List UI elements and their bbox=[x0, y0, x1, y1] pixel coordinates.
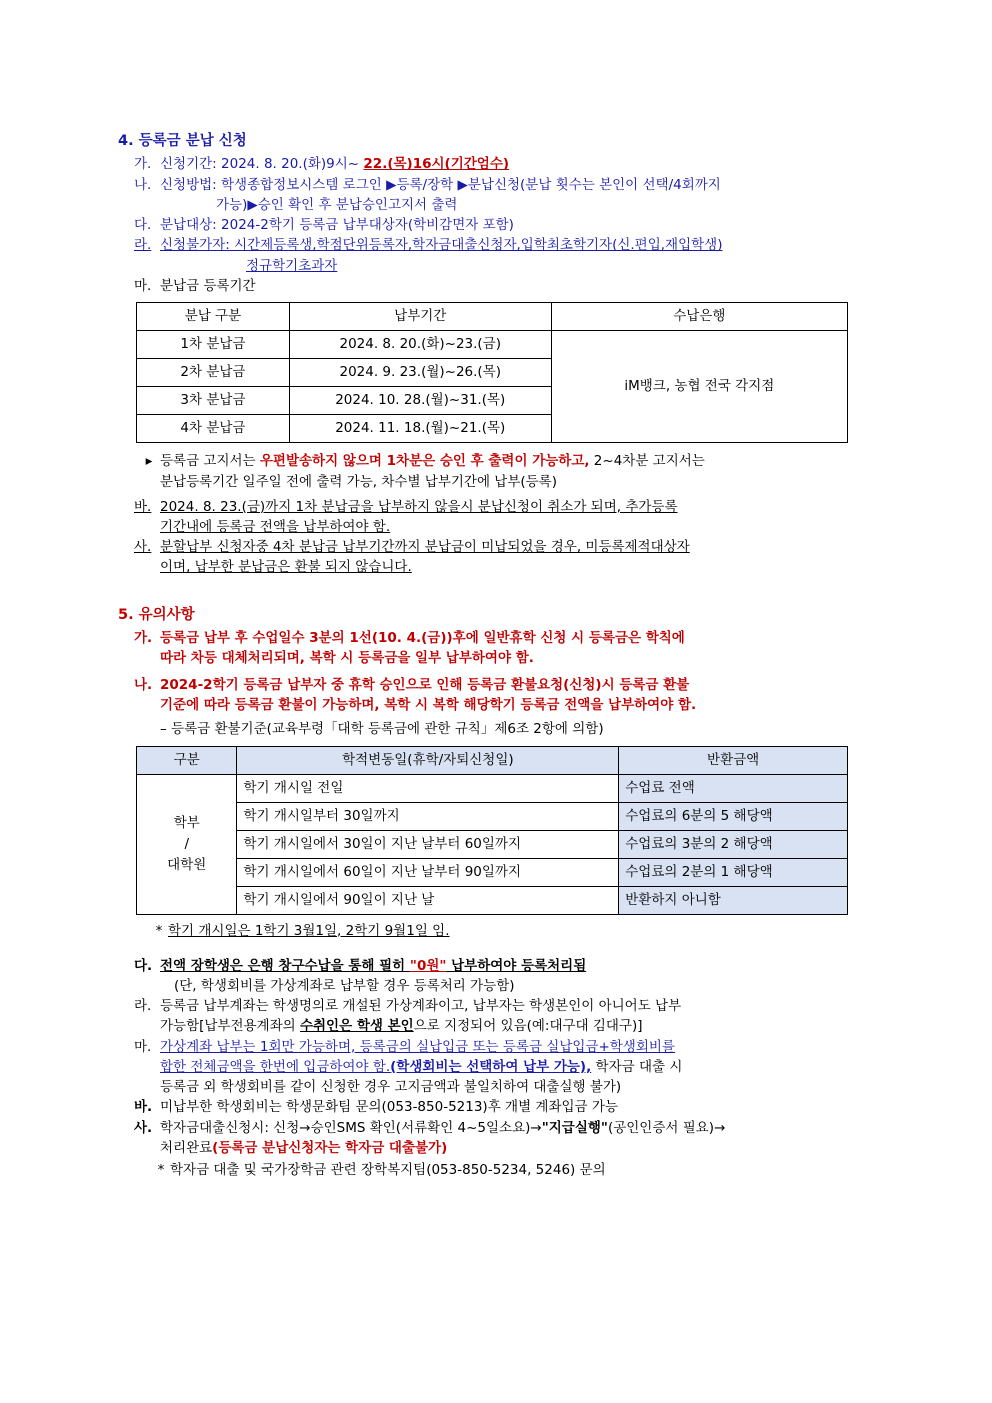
cell-change-date: 학기 개시일부터 30일까지 bbox=[237, 802, 619, 830]
cell-period: 2024. 9. 23.(월)~26.(목) bbox=[289, 359, 551, 387]
item-line2: 기간내에 등록금 전액을 납부하여야 함. bbox=[160, 518, 391, 535]
cell-category-line1: 학부 bbox=[173, 814, 200, 831]
star-icon: * bbox=[157, 1162, 165, 1179]
item-line2: (단, 학생회비를 가상계좌로 납부할 경우 등록처리 가능함) bbox=[174, 977, 515, 994]
installment-period-table bbox=[136, 302, 848, 443]
col-header-division: 구분 bbox=[137, 747, 237, 775]
col-header-change-date: 학적변동일(휴학/자퇴신청일) bbox=[237, 747, 619, 775]
col-header-period: 납부기간 bbox=[289, 303, 551, 331]
cell-refund-amount: 수업료의 3분의 2 해당액 bbox=[619, 830, 848, 858]
table-footnote: 학기 개시일은 1학기 3월1일, 2학기 9월1일 임. bbox=[168, 922, 450, 939]
item-5-sa bbox=[134, 1118, 882, 1159]
item-4-ga bbox=[134, 154, 882, 174]
item-marker: 라. bbox=[134, 998, 152, 1015]
cell-change-date: 학기 개시일에서 30일이 지난 날부터 60일까지 bbox=[237, 830, 619, 858]
item-line2: 따라 차등 대체처리되며, 복학 시 등록금을 일부 납부하여야 함. bbox=[160, 650, 534, 667]
item-5-ma bbox=[134, 1037, 882, 1098]
section-5-items bbox=[134, 628, 882, 740]
cell-division: 3차 분납금 bbox=[137, 386, 290, 414]
section-5-items-2 bbox=[134, 956, 882, 1181]
item-line2: 이며, 납부한 분납금은 환불 되지 않습니다. bbox=[160, 559, 412, 576]
item-line2 bbox=[160, 1057, 882, 1077]
note-part3: 2~4차분 고지서는 bbox=[589, 452, 705, 469]
note-emph: 우편발송하지 않으며 1차분은 승인 후 출력이 가능하고, bbox=[259, 452, 590, 469]
star-icon: * bbox=[155, 922, 163, 939]
refund-standard-note: – 등록금 환불기준(교육부령「대학 등록금에 관한 규칙」제6조 2항에 의함) bbox=[160, 721, 604, 738]
item-marker: 다. bbox=[134, 217, 152, 234]
table-header-row bbox=[137, 303, 848, 331]
table-row bbox=[137, 886, 848, 914]
section-5-footnote-block bbox=[152, 1160, 882, 1181]
item-marker: 라. bbox=[134, 237, 152, 254]
item-line1-a: 전액 장학생은 은행 창구수납을 통해 필히 bbox=[160, 957, 410, 974]
cell-change-date: 학기 개시일에서 60일이 지난 날부터 90일까지 bbox=[237, 858, 619, 886]
cell-change-date: 학기 개시일 전일 bbox=[237, 774, 619, 802]
cell-category bbox=[137, 774, 237, 914]
item-line2-emph: 수취인은 학생 본인 bbox=[299, 1018, 414, 1035]
item-text: 시간제등록생,학점단위등록자,학자금대출신청자,입학최초학기자(신.편입,재입학생) bbox=[234, 237, 723, 254]
cell-category-line3: 대학원 bbox=[167, 856, 207, 873]
table-row bbox=[137, 802, 848, 830]
item-line1-c: 납부하여야 등록처리됨 bbox=[446, 957, 587, 974]
item-5-ra bbox=[134, 996, 882, 1037]
arrow-bullet-icon: ▸ bbox=[145, 452, 153, 469]
item-line2-emph: (등록금 분납신청자는 학자금 대출불가) bbox=[212, 1139, 448, 1156]
cell-refund-amount: 수업료의 6분의 5 해당액 bbox=[619, 802, 848, 830]
item-marker: 가. bbox=[134, 630, 153, 647]
item-line1: 미납부한 학생회비는 학생문화팀 문의(053-850-5213)후 개별 계좌입금 가능 bbox=[160, 1099, 618, 1116]
table-row bbox=[137, 331, 848, 359]
table-footnote-block bbox=[150, 921, 882, 942]
section-5-title: 5. 유의사항 bbox=[118, 606, 195, 623]
section-4-title: 4. 등록금 분납 신청 bbox=[118, 133, 247, 149]
item-text: 학생종합정보시스템 로그인 ▶등록/장학 ▶분납신청(분납 횟수는 본인이 선택/4회까지 bbox=[221, 176, 721, 193]
item-line1: 2024. 8. 23.(금)까지 1차 분납금을 납부하지 않을시 분납신청이 취소가 되며, 추가등록 bbox=[160, 498, 678, 515]
table-row bbox=[137, 774, 848, 802]
cell-period: 2024. 10. 28.(월)~31.(목) bbox=[289, 386, 551, 414]
item-marker: 나. bbox=[134, 176, 152, 193]
cell-period: 2024. 8. 20.(화)~23.(금) bbox=[289, 331, 551, 359]
item-line2 bbox=[160, 1016, 882, 1036]
item-5-na bbox=[134, 675, 882, 716]
refund-standard-table bbox=[136, 746, 848, 915]
item-line3: 등록금 외 학생회비를 같이 신청한 경우 고지금액과 불일치하여 대출실행 불가) bbox=[160, 1079, 622, 1096]
item-line2-a: 합한 전체금액을 한번에 입금하여야 함. bbox=[160, 1058, 391, 1075]
item-line1: 2024-2학기 등록금 납부자 중 휴학 승인으로 인해 등록금 환불요청(신청)시 등록금 환불 bbox=[160, 676, 690, 693]
section-4-items bbox=[134, 154, 882, 296]
table-row bbox=[137, 830, 848, 858]
item-marker: 마. bbox=[134, 277, 152, 294]
item-line2-c: 으로 지정되어 있음(예:대구대 김대구)] bbox=[413, 1018, 643, 1035]
table-row bbox=[137, 858, 848, 886]
section-4-trailing-items bbox=[134, 497, 882, 578]
cell-bank: iM뱅크, 농협 전국 각지점 bbox=[551, 331, 847, 443]
cell-refund-amount: 반환하지 아니함 bbox=[619, 886, 848, 914]
item-5-ga bbox=[134, 628, 882, 669]
item-line1: 등록금 납부계좌는 학생명의로 개설된 가상계좌이고, 납부자는 학생본인이 아니어도 납부 bbox=[160, 998, 682, 1015]
item-line1-a: 학자금대출신청시: 신청→승인SMS 확인(서류확인 4~5일소요)→ bbox=[160, 1119, 542, 1136]
item-label: 신청불가자: bbox=[160, 237, 230, 254]
note-part1: 등록금 고지서는 bbox=[160, 452, 260, 469]
section-5-footnote: 학자금 대출 및 국가장학금 관련 장학복지팀(053-850-5234, 5246) 문의 bbox=[170, 1162, 606, 1179]
col-header-refund-amount: 반환금액 bbox=[619, 747, 848, 775]
item-line1: 등록금 납부 후 수업일수 3분의 1선(10. 4.(금))후에 일반휴학 신청 시 등록금은 학칙에 bbox=[160, 630, 685, 647]
cell-division: 1차 분납금 bbox=[137, 331, 290, 359]
item-line2-a: 처리완료 bbox=[160, 1139, 213, 1156]
item-marker: 마. bbox=[134, 1038, 152, 1055]
table-header-row bbox=[137, 747, 848, 775]
item-line2-c: 학자금 대출 시 bbox=[591, 1058, 683, 1075]
cell-division: 4차 분납금 bbox=[137, 414, 290, 442]
cell-change-date: 학기 개시일에서 90일이 지난 날 bbox=[237, 886, 619, 914]
item-text-line2: 가능)▶승인 확인 후 분납승인고지서 출력 bbox=[216, 196, 458, 213]
item-line1-emph: "지급실행" bbox=[541, 1119, 608, 1136]
item-marker: 사. bbox=[134, 539, 152, 556]
cell-category-line2: / bbox=[184, 835, 190, 852]
item-line2-a: 가능함[납부전용계좌의 bbox=[160, 1018, 300, 1035]
col-header-bank: 수납은행 bbox=[551, 303, 847, 331]
item-4-ba bbox=[134, 497, 882, 538]
item-line1: 분할납부 신청자중 4차 분납금 납부기간까지 분납금이 미납되었을 경우, 미등록제적대상자 bbox=[160, 539, 690, 556]
item-4-na bbox=[134, 175, 882, 216]
item-4-ma bbox=[134, 276, 882, 296]
item-text-line2: 정규학기초과자 bbox=[246, 257, 338, 274]
item-4-ra bbox=[134, 235, 882, 276]
item-marker: 나. bbox=[134, 676, 153, 693]
item-text: 2024-2학기 등록금 납부대상자(학비감면자 포함) bbox=[221, 217, 514, 234]
item-label: 신청기간: bbox=[160, 156, 217, 173]
item-line2-emph: (학생회비는 선택하여 납부 가능), bbox=[390, 1058, 592, 1075]
item-label: 분납금 등록기간 bbox=[160, 277, 256, 294]
item-line1-c: (공인인증서 필요)→ bbox=[607, 1119, 726, 1136]
cell-refund-amount: 수업료 전액 bbox=[619, 774, 848, 802]
item-line1: 가상계좌 납부는 1회만 가능하며, 등록금의 실납입금 또는 등록금 실납입금+학생회비를 bbox=[160, 1038, 675, 1055]
note-line2: 분납등록기간 일주일 전에 출력 가능, 차수별 납부기간에 납부(등록) bbox=[160, 473, 557, 490]
item-marker: 사. bbox=[134, 1119, 153, 1136]
application-deadline: 22.(목)16시(기간엄수) bbox=[363, 156, 510, 173]
note-arrow-block bbox=[138, 451, 882, 493]
item-marker: 바. bbox=[134, 498, 152, 515]
item-marker: 바. bbox=[134, 1099, 153, 1116]
item-label: 신청방법: bbox=[160, 176, 217, 193]
item-marker: 다. bbox=[134, 957, 153, 974]
col-header-division: 분납 구분 bbox=[137, 303, 290, 331]
item-5-da bbox=[134, 956, 882, 997]
item-line2: 기준에 따라 등록금 환불이 가능하며, 복학 시 복학 해당학기 등록금 전액을 납부하여야 함. bbox=[160, 696, 697, 713]
item-4-da bbox=[134, 215, 882, 235]
cell-division: 2차 분납금 bbox=[137, 359, 290, 387]
item-5-ba bbox=[134, 1097, 882, 1117]
item-marker: 가. bbox=[134, 156, 152, 173]
item-line1-emph: "0원" bbox=[409, 957, 447, 974]
item-label: 분납대상: bbox=[160, 217, 217, 234]
item-4-sa bbox=[134, 537, 882, 578]
cell-refund-amount: 수업료의 2분의 1 해당액 bbox=[619, 858, 848, 886]
item-text: 2024. 8. 20.(화)9시~ bbox=[221, 156, 364, 173]
cell-period: 2024. 11. 18.(월)~21.(목) bbox=[289, 414, 551, 442]
item-line2 bbox=[160, 1138, 882, 1158]
